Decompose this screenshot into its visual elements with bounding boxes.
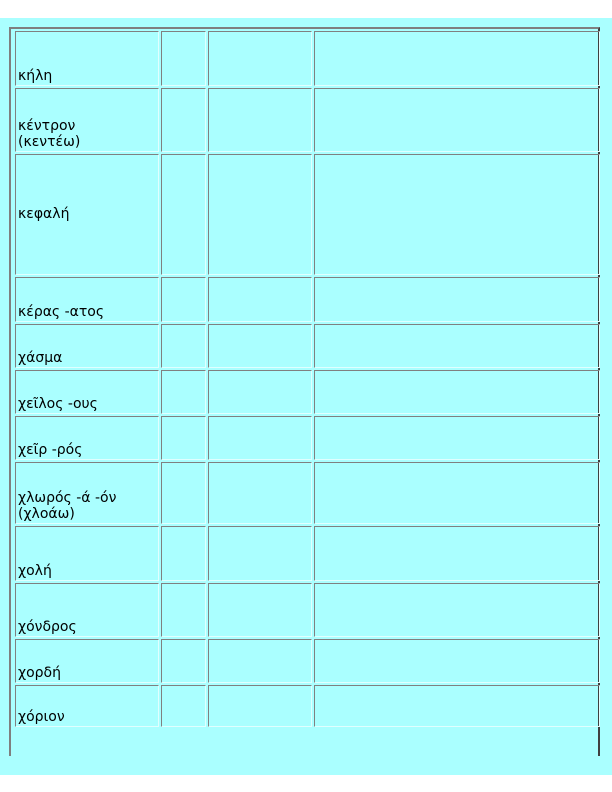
table-row <box>15 462 600 524</box>
word-cell <box>15 639 159 683</box>
word-cell <box>15 416 159 460</box>
empty-cell <box>314 526 600 581</box>
word-label: χόριον <box>18 709 65 725</box>
word-label: κέρας -ατος <box>18 304 105 320</box>
word-label: χεῖρ -ρός <box>18 442 83 458</box>
empty-cell <box>208 416 312 460</box>
word-cell <box>15 31 159 86</box>
empty-cell <box>161 462 206 524</box>
empty-cell <box>208 370 312 414</box>
table-row <box>15 154 600 275</box>
empty-cell <box>208 583 312 637</box>
word-label: κέντρον (κεντέω) <box>18 118 81 150</box>
empty-cell <box>161 31 206 86</box>
empty-cell <box>161 370 206 414</box>
empty-cell <box>161 583 206 637</box>
word-cell <box>15 685 159 727</box>
table-row <box>15 639 600 683</box>
empty-cell <box>314 370 600 414</box>
empty-cell <box>314 462 600 524</box>
empty-cell <box>314 324 600 368</box>
word-cell <box>15 277 159 322</box>
table-row <box>15 370 600 414</box>
word-label: χλωρός -ά -όν (χλοάω) <box>18 490 117 522</box>
table-row <box>15 324 600 368</box>
empty-cell <box>161 277 206 322</box>
word-cell <box>15 154 159 275</box>
empty-cell <box>314 416 600 460</box>
empty-cell <box>208 277 312 322</box>
empty-cell <box>208 685 312 727</box>
table-row <box>15 583 600 637</box>
table-row <box>15 416 600 460</box>
word-label: κήλη <box>18 68 53 84</box>
word-cell <box>15 583 159 637</box>
empty-cell <box>161 324 206 368</box>
empty-cell <box>161 416 206 460</box>
word-cell <box>15 88 159 152</box>
empty-cell <box>208 526 312 581</box>
empty-cell <box>208 31 312 86</box>
table-row <box>15 277 600 322</box>
empty-cell <box>314 31 600 86</box>
word-cell <box>15 370 159 414</box>
table-row <box>15 88 600 152</box>
word-cell <box>15 526 159 581</box>
vocabulary-table <box>13 29 602 729</box>
word-label: χεῖλος -ους <box>18 396 98 412</box>
empty-cell <box>161 526 206 581</box>
table-background <box>0 18 612 775</box>
empty-cell <box>314 88 600 152</box>
empty-cell <box>208 639 312 683</box>
word-label: χόνδρος <box>18 619 77 635</box>
empty-cell <box>208 324 312 368</box>
empty-cell <box>314 277 600 322</box>
empty-cell <box>161 88 206 152</box>
empty-cell <box>208 462 312 524</box>
empty-cell <box>314 583 600 637</box>
empty-cell <box>208 88 312 152</box>
word-label: κεφαλή <box>18 206 70 222</box>
empty-cell <box>208 154 312 275</box>
empty-cell <box>314 639 600 683</box>
word-label: χάσμα <box>18 350 63 366</box>
table-row <box>15 685 600 727</box>
word-cell <box>15 324 159 368</box>
empty-cell <box>161 639 206 683</box>
word-label: χορδή <box>18 665 61 681</box>
table-row <box>15 526 600 581</box>
table-row <box>15 31 600 86</box>
word-cell <box>15 462 159 524</box>
empty-cell <box>314 685 600 727</box>
word-label: χολή <box>18 563 52 579</box>
empty-cell <box>161 154 206 275</box>
empty-cell <box>161 685 206 727</box>
empty-cell <box>314 154 600 275</box>
